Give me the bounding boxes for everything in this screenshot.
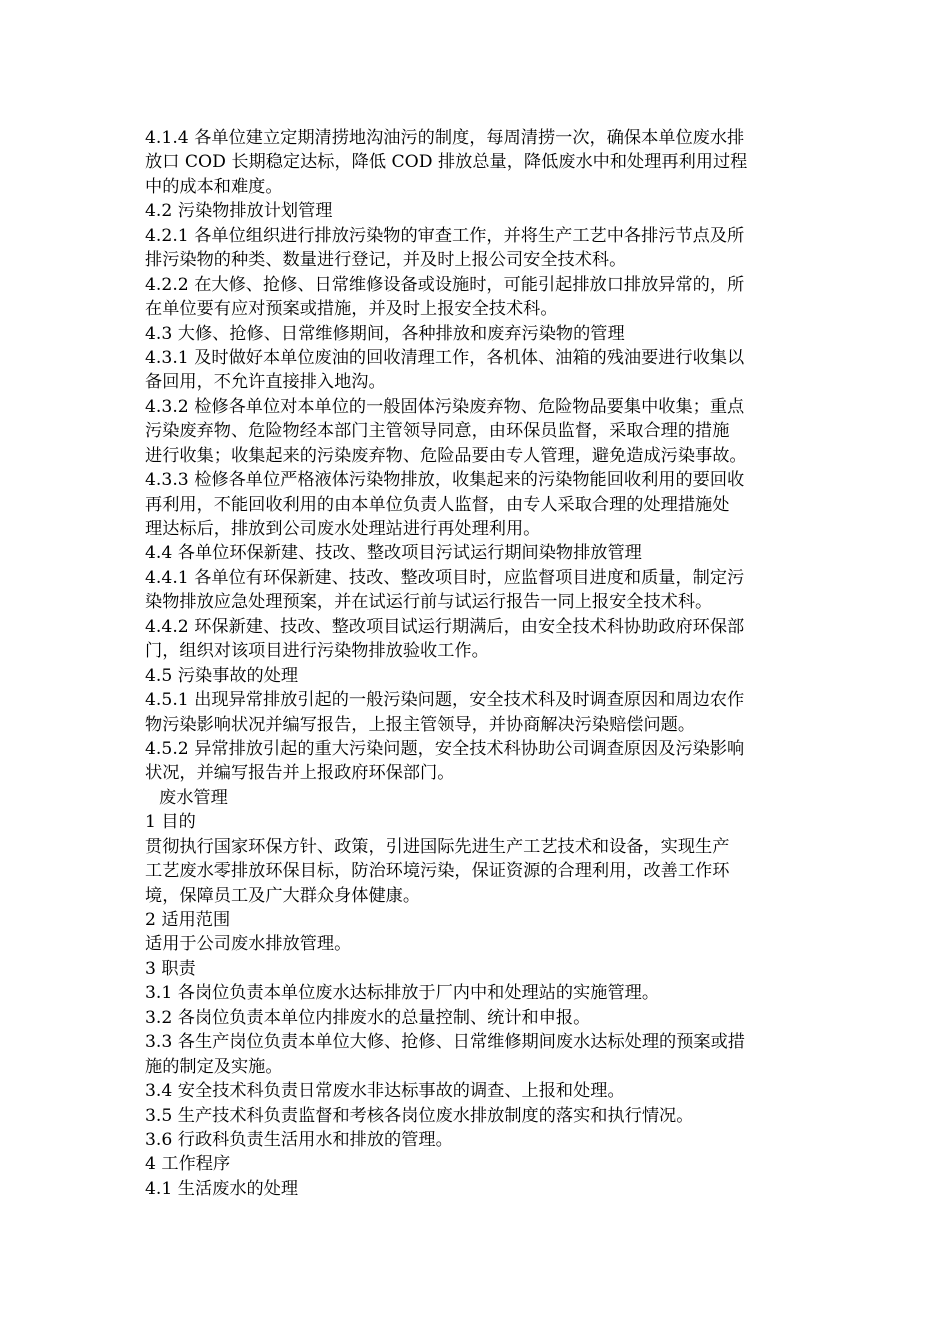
text-line: 3.1 各岗位负责本单位废水达标排放于厂内中和处理站的实施管理。 xyxy=(145,983,660,1004)
text-line: 状况，并编写报告并上报政府环保部门。 xyxy=(145,763,455,784)
section-heading: 4.2 污染物排放计划管理 xyxy=(145,201,333,222)
text-line: 工艺废水零排放环保目标，防治环境污染，保证资源的合理利用，改善工作环 xyxy=(145,861,730,882)
text-line: 4.5.2 异常排放引起的重大污染问题，安全技术科协助公司调查原因及污染影响 xyxy=(145,738,745,759)
section-heading: 1 目的 xyxy=(145,812,196,833)
text-line: 3.3 各生产岗位负责本单位大修、抢修、日常维修期间废水达标处理的预案或措 xyxy=(145,1032,745,1053)
text-line: 4.4.1 各单位有环保新建、技改、整改项目时，应监督项目进度和质量，制定污 xyxy=(145,567,745,588)
section-heading: 2 适用范围 xyxy=(145,910,231,930)
text-line: 排污染物的种类、数量进行登记，并及时上报公司安全技术科。 xyxy=(145,250,627,271)
document-title: 废水管理 xyxy=(159,787,228,808)
text-line: 中的成本和难度。 xyxy=(145,176,283,197)
section-heading: 3 职责 xyxy=(145,958,196,979)
text-line: 3.5 生产技术科负责监督和考核各岗位废水排放制度的落实和执行情况。 xyxy=(145,1105,694,1126)
text-line: 进行收集；收集起来的污染废弃物、危险品要由专人管理，避免造成污染事故。 xyxy=(145,445,747,466)
text-line: 染物排放应急处理预案，并在试运行前与试运行报告一同上报安全技术科。 xyxy=(145,592,713,613)
section-heading: 4.3 大修、抢修、日常维修期间，各种排放和废弃污染物的管理 xyxy=(145,323,625,344)
section-heading: 4.5 污染事故的处理 xyxy=(145,665,299,686)
text-line: 污染废弃物、危险物经本部门主管领导同意，由环保员监督，采取合理的措施 xyxy=(145,421,730,442)
text-line: 4.1.4 各单位建立定期清捞地沟油污的制度，每周清捞一次，确保本单位废水排 xyxy=(145,128,745,148)
text-line: 再利用，不能回收利用的由本单位负责人监督，由专人采取合理的处理措施处 xyxy=(145,494,730,515)
text-line: 门，组织对该项目进行污染物排放验收工作。 xyxy=(145,641,489,662)
text-line: 境，保障员工及广大群众身体健康。 xyxy=(145,885,421,906)
text-line: 物污染影响状况并编写报告，上报主管领导，并协商解决污染赔偿问题。 xyxy=(145,714,696,735)
text-line: 备回用，不允许直接排入地沟。 xyxy=(145,372,386,393)
text-line: 贯彻执行国家环保方针、政策，引进国际先进生产工艺技术和设备，实现生产 xyxy=(145,836,730,857)
document-body xyxy=(145,126,810,1201)
section-heading: 4 工作程序 xyxy=(145,1154,231,1175)
section-heading: 4.4 各单位环保新建、技改、整改项目污试运行期间染物排放管理 xyxy=(145,543,642,564)
text-line: 4.2.1 各单位组织进行排放污染物的审查工作，并将生产工艺中各排污节点及所 xyxy=(145,225,745,246)
text-line: 4.3.2 检修各单位对本单位的一般固体污染废弃物、危险物品要集中收集；重点 xyxy=(145,396,745,417)
text-line: 3.6 行政科负责生活用水和排放的管理。 xyxy=(145,1129,453,1150)
text-line: 放口 COD 长期稳定达标，降低 COD 排放总量，降低废水中和处理再利用过程 xyxy=(145,152,748,173)
text-line: 3.4 安全技术科负责日常废水非达标事故的调查、上报和处理。 xyxy=(145,1081,625,1102)
text-line: 在单位要有应对预案或措施，并及时上报安全技术科。 xyxy=(145,299,558,320)
text-line: 施的制定及实施。 xyxy=(145,1056,283,1077)
text-line: 理达标后，排放到公司废水处理站进行再处理利用。 xyxy=(145,519,541,539)
text-line: 4.4.2 环保新建、技改、整改项目试运行期满后，由安全技术科协助政府环保部 xyxy=(145,616,745,637)
text-line: 4.3.3 检修各单位严格液体污染物排放，收集起来的污染物能回收利用的要回收 xyxy=(145,470,745,491)
text-line: 3.2 各岗位负责本单位内排废水的总量控制、统计和申报。 xyxy=(145,1007,591,1028)
section-heading: 4.1 生活废水的处理 xyxy=(145,1178,299,1199)
text-line: 4.5.1 出现异常排放引起的一般污染问题，安全技术科及时调查原因和周边农作 xyxy=(145,690,745,711)
text-line: 4.3.1 及时做好本单位废油的回收清理工作，各机体、油箱的残油要进行收集以 xyxy=(145,347,745,368)
text-line: 适用于公司废水排放管理。 xyxy=(145,934,352,955)
text-line: 4.2.2 在大修、抢修、日常维修设备或设施时，可能引起排放口排放异常的，所 xyxy=(145,274,745,295)
